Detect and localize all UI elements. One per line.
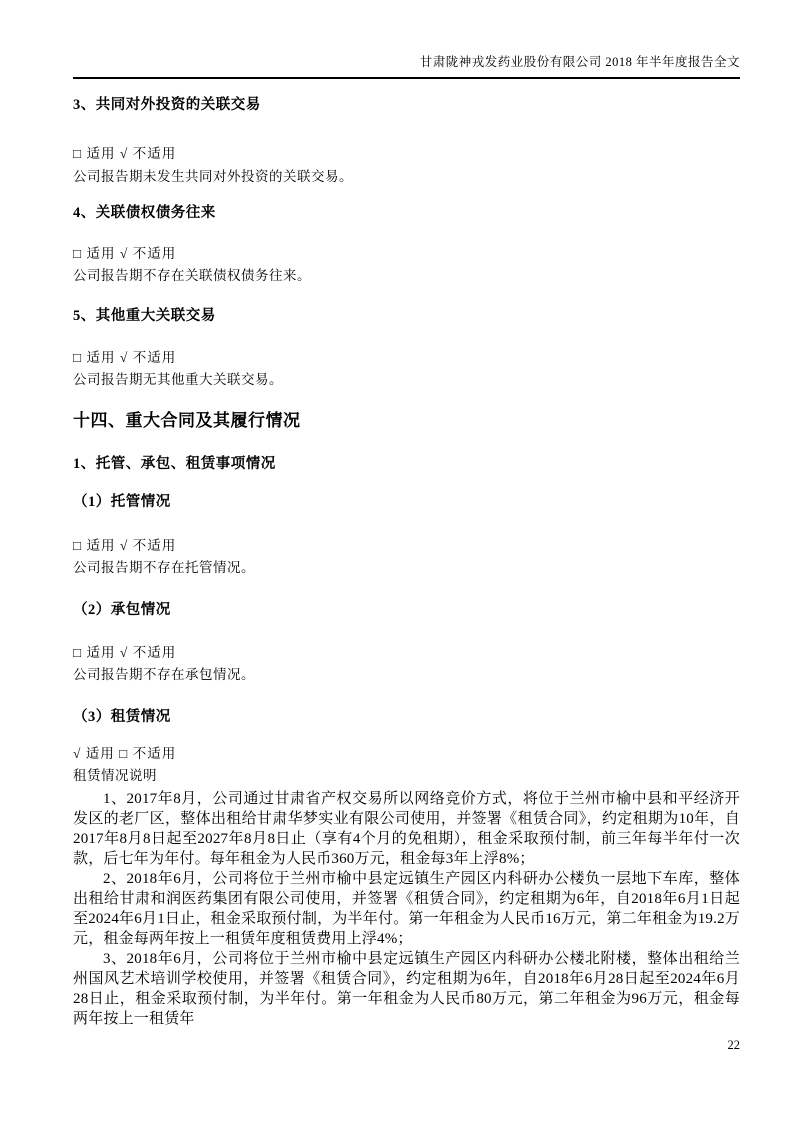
item-1-heading: （1）托管情况 (73, 494, 171, 510)
page-header-title: 甘肃陇神戎发药业股份有限公司 2018 年半年度报告全文 (419, 55, 740, 69)
item-2-applicability: □ 适用 √ 不适用 (73, 645, 177, 660)
section-3-note: 公司报告期未发生共同对外投资的关联交易。 (73, 169, 353, 184)
section-5-note: 公司报告期无其他重大关联交易。 (73, 372, 283, 387)
page-number: 22 (727, 1038, 740, 1052)
subsection-1-heading: 1、托管、承包、租赁事项情况 (73, 456, 276, 472)
section-5-applicability: □ 适用 √ 不适用 (73, 350, 177, 365)
section-4-note: 公司报告期不存在关联债权债务往来。 (73, 268, 311, 283)
header-rule (73, 77, 740, 79)
lease-paragraph-1: 1、2017年8月，公司通过甘肃省产权交易所以网络竞价方式，将位于兰州市榆中县和平经济开发区的老厂区，整体出租给甘肃华梦实业有限公司使用，并签署《租赁合同》，约定租期为10年，自2017年8月8日起至2027年8月8日止（享有4个月的免租期），租金采取预付制，前三年每半年付一次款，后七年为年付。每年租金为人民币360万元，租金每3年上浮8%； (73, 791, 740, 867)
section-3-applicability: □ 适用 √ 不适用 (73, 146, 177, 161)
chapter-14-heading: 十四、重大合同及其履行情况 (73, 411, 301, 430)
item-3-applicability: √ 适用 □ 不适用 (73, 746, 177, 761)
section-5-heading: 5、其他重大关联交易 (73, 308, 216, 324)
item-3-note: 租赁情况说明 (73, 768, 157, 783)
section-4-heading: 4、关联债权债务往来 (73, 205, 216, 221)
lease-description (73, 789, 740, 1029)
item-3-heading: （3）租赁情况 (73, 709, 171, 725)
lease-paragraph-3: 3、2018年6月，公司将位于兰州市榆中县定远镇生产园区内科研办公楼北附楼，整体出租给兰州国风艺术培训学校使用，并签署《租赁合同》，约定租期为6年，自2018年6月28日起至2024年6月28日止，租金采取预付制，为半年付。第一年租金为人民币80万元，第二年租金为96万元，租金每两年按上一租赁年 (73, 951, 740, 1027)
section-4-applicability: □ 适用 √ 不适用 (73, 246, 177, 261)
section-3-heading: 3、共同对外投资的关联交易 (73, 97, 261, 113)
item-2-heading: （2）承包情况 (73, 602, 171, 618)
lease-paragraph-2: 2、2018年6月，公司将位于兰州市榆中县定远镇生产园区内科研办公楼负一层地下车库，整体出租给甘肃和润医药集团有限公司使用，并签署《租赁合同》，约定租期为6年，自2018年6月1日起至2024年6月1日止，租金采取预付制，为半年付。第一年租金为人民币16万元，第二年租金为19.2万元，租金每两年按上一租赁年度租赁费用上浮4%； (73, 871, 740, 947)
item-2-note: 公司报告期不存在承包情况。 (73, 667, 255, 682)
item-1-note: 公司报告期不存在托管情况。 (73, 560, 255, 575)
item-1-applicability: □ 适用 √ 不适用 (73, 538, 177, 553)
